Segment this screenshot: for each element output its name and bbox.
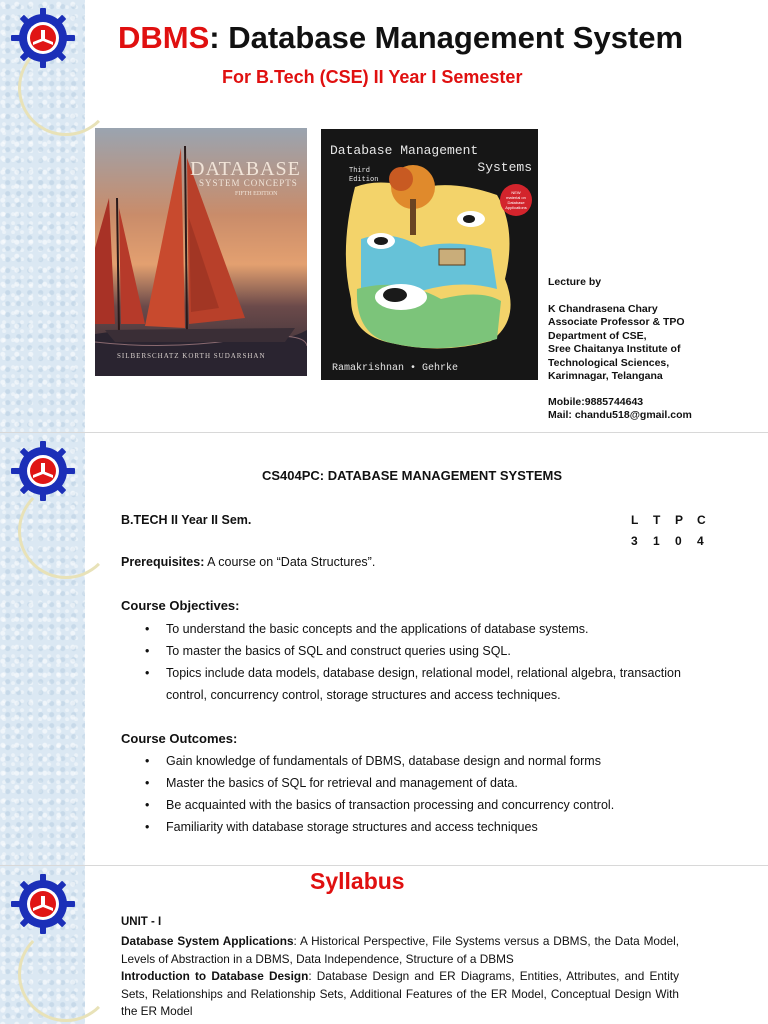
list-item: • To understand the basic concepts and the applications of database systems. bbox=[145, 618, 681, 640]
book-cover-database-system-concepts bbox=[95, 128, 307, 376]
book1-authors: SILBERSCHATZ KORTH SUDARSHAN bbox=[117, 352, 266, 360]
ltpc-values: 3 1 0 4 bbox=[631, 534, 704, 548]
book2-title-line1: Database Management bbox=[330, 143, 479, 158]
lecturer-mail: Mail: chandu518@gmail.com bbox=[548, 409, 692, 421]
book2-new-badge: NEW material on Database Applications bbox=[500, 184, 532, 216]
lecturer-name: K Chandrasena Chary bbox=[548, 302, 658, 315]
list-item: • Gain knowledge of fundamentals of DBMS, database design and normal forms bbox=[145, 750, 614, 772]
book2-title-line2: Systems bbox=[477, 160, 532, 175]
lecturer-mobile: Mobile:9885744643 bbox=[548, 395, 644, 408]
ltpc-labels: L T P C bbox=[631, 513, 706, 527]
lecturer-place: Karimnagar, Telangana bbox=[548, 370, 663, 382]
objective-continuation: control, concurrency control, storage structures and access techniques. bbox=[166, 688, 561, 702]
page-title: DBMS: Database Management System bbox=[118, 20, 684, 55]
list-item: • To master the basics of SQL and construct queries using SQL. bbox=[145, 640, 681, 662]
syllabus-body: Database System Applications: A Historical Perspective, File Systems versus a DBMS, the Data Model, Levels of Abstraction in a DBMS, Data Independence, Structure of a DBMS Introduction to Database Design: Database Design and ER Diagrams, Entities, Attributes, and Entity Sets, Relationships and Relationship Sets, Additional Features of the ER Model, Conceptual Design With the ER Model bbox=[121, 934, 679, 1018]
outcomes-heading: Course Outcomes: bbox=[121, 731, 238, 746]
book2-authors: Ramakrishnan • Gehrke bbox=[332, 363, 459, 374]
list-item: • Be acquainted with the basics of transaction processing and concurrency control. bbox=[145, 794, 614, 816]
book1-edition: FIFTH EDITION bbox=[235, 191, 278, 197]
list-item: • Familiarity with database storage structures and access techniques bbox=[145, 816, 614, 838]
prerequisites: Prerequisites: A course on “Data Structures”. bbox=[121, 555, 376, 569]
slide-title bbox=[0, 0, 768, 432]
college-logo-icon bbox=[6, 439, 80, 503]
lecturer-dept: Department of CSE, bbox=[548, 329, 647, 342]
list-item: • Master the basics of SQL for retrieval and management of data. bbox=[145, 772, 614, 794]
book2-edition-line1: Third bbox=[349, 167, 371, 175]
book-cover-database-management-systems bbox=[321, 129, 538, 380]
syllabus-title: Syllabus bbox=[310, 868, 405, 894]
page-subtitle: For B.Tech (CSE) II Year I Semester bbox=[222, 67, 523, 87]
list-item: • Topics include data models, database design, relational model, relational algebra, transaction bbox=[145, 662, 681, 684]
book1-subtitle: SYSTEM CONCEPTS bbox=[199, 178, 298, 188]
course-semester: B.TECH II Year II Sem. bbox=[121, 513, 252, 527]
college-logo-icon bbox=[6, 6, 80, 70]
lecturer-role: Associate Professor & TPO bbox=[548, 316, 685, 328]
lecturer-institute-line2: Technological Sciences, bbox=[548, 356, 670, 369]
lecturer-info bbox=[548, 276, 692, 423]
lecture-heading: Lecture by bbox=[548, 276, 602, 288]
objectives-heading: Course Objectives: bbox=[121, 598, 240, 613]
course-title: CS404PC: DATABASE MANAGEMENT SYSTEMS bbox=[262, 468, 562, 483]
unit-heading: UNIT - I bbox=[121, 916, 162, 928]
college-logo-icon bbox=[6, 872, 80, 936]
outcomes-list bbox=[145, 750, 614, 838]
book2-edition-line2: Edition bbox=[349, 176, 379, 184]
lecturer-institute-line1: Sree Chaitanya Institute of bbox=[548, 343, 681, 355]
objectives-list bbox=[145, 618, 681, 684]
book1-title: DATABASE bbox=[190, 158, 301, 180]
